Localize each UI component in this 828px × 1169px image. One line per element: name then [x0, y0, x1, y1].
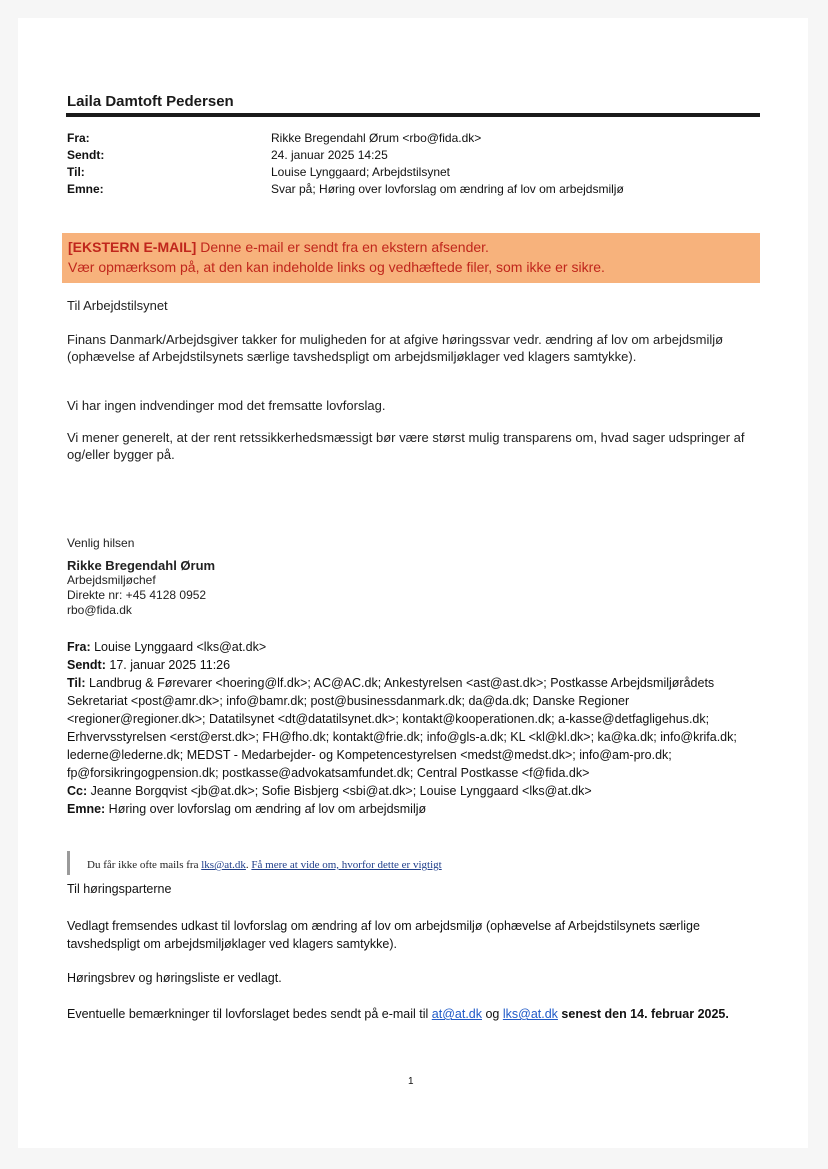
signature-block — [67, 558, 215, 618]
signature-title: Arbejdsmiljøchef — [67, 573, 156, 587]
original-paragraph-1: Vedlagt fremsendes udkast til lovforslag om ændring af lov om arbejdsmiljø (ophævelse af Arbejdstilsynets særlige tavshedspligt om arbejdsmiljøklager ved klagers samtykke). — [67, 919, 700, 951]
sent-label: Sendt: — [67, 148, 105, 162]
from-label: Fra: — [67, 131, 90, 145]
reply-greeting: Til Arbejdstilsynet — [67, 298, 168, 313]
notice-separator: . — [245, 859, 252, 871]
fwd-to-label: Til: — [67, 676, 86, 690]
signature-email: rbo@fida.dk — [67, 603, 132, 617]
page-number: 1 — [408, 1076, 414, 1087]
mailbox-owner-name: Laila Damtoft Pedersen — [67, 93, 234, 110]
header-divider — [66, 113, 760, 117]
signature-name: Rikke Bregendahl Ørum — [67, 558, 216, 573]
fwd-sent-label: Sendt: — [67, 658, 106, 672]
deadline-text: senest den 14. februar 2025. — [557, 1007, 729, 1021]
sender-notice — [67, 851, 467, 875]
to-value: Louise Lynggaard; Arbejdstilsynet — [271, 165, 451, 179]
fwd-cc-row — [67, 782, 757, 800]
fwd-sent-value: 17. januar 2025 11:26 — [105, 658, 231, 672]
fwd-sent-row — [67, 656, 757, 674]
reply-paragraph-1: Finans Danmark/Arbejdsgiver takker for muligheden for at afgive høringssvar vedr. ændring af lov om arbejdsmiljø (ophævelse af Arbejdstilsynets særlige tavshedspligt om arbejdsmiljøklager ved klagers samtykke). — [67, 332, 724, 364]
notice-bar — [67, 851, 70, 875]
notice-learn-more-link[interactable]: Få mere at vide om, hvorfor dette er vigtigt — [251, 859, 442, 871]
fwd-cc-value: Jeanne Borgqvist <jb@at.dk>; Sofie Bisbjerg <sbi@at.dk>; Louise Lynggaard <lks@at.dk> — [87, 784, 592, 798]
notice-sender-link[interactable]: lks@at.dk — [201, 859, 246, 871]
fwd-from-label: Fra: — [67, 640, 91, 654]
sent-value: 24. januar 2025 14:25 — [271, 148, 388, 162]
fwd-to-value: Landbrug & Førevarer <hoering@lf.dk>; AC@AC.dk; Ankestyrelsen <ast@ast.dk>; Postkasse Arbejdsmiljørådets Sekretariat <post@amr.dk>; info@bamr.dk; post@businessdanmark.dk; da@da.dk; Danske Regioner <regioner@regioner.dk>; Datatilsynet <dt@datatilsynet.dk>; kontakt@kooperationen.dk; a-kasse@detfagligehus.dk; Erhvervsstyrelsen <erst@erst.dk>; FH@fho.dk; kontakt@frie.dk; info@gls-a.dk; KL <kl@kl.dk>; ka@ka.dk; info@krifa.dk; lederne@lederne.dk; MEDST - Medarbejder- og Kompetencestyrelsen <medst@medst.dk>; info@am-pro.dk; fp@forsikringogpension.dk; postkasse@advokatsamfundet.dk; Central Postkasse <f@fida.dk> — [67, 676, 737, 780]
notice-message: Du får ikke ofte mails fra — [87, 859, 202, 871]
external-tag: [EKSTERN E-MAIL] — [68, 239, 197, 255]
forwarded-header — [67, 638, 757, 818]
reply-paragraph-3: Vi mener generelt, at der rent retssikkerhedsmæssigt bør være størst mulig transparens om, hvad sager udspringer af og/eller bygger på. — [67, 430, 745, 462]
fwd-subject-value: Høring over lovforslag om ændring af lov om arbejdsmiljø — [105, 802, 427, 816]
subject-label: Emne: — [67, 182, 104, 196]
original-greeting: Til høringsparterne — [67, 882, 172, 896]
banner-line-1: Denne e-mail er sendt fra en ekstern afsender. — [196, 239, 489, 255]
to-label: Til: — [67, 165, 85, 179]
subject-value: Svar på; Høring over lovforslag om ændring af lov om arbejdsmiljø — [271, 182, 624, 196]
reply-paragraph-2: Vi har ingen indvendinger mod det fremsatte lovforslag. — [67, 398, 386, 413]
signature-closing: Venlig hilsen — [67, 536, 135, 550]
fwd-from-value: Louise Lynggaard <lks@at.dk> — [90, 640, 267, 654]
fwd-cc-label: Cc: — [67, 784, 88, 798]
fwd-subject-label: Emne: — [67, 802, 106, 816]
external-email-banner — [62, 233, 760, 283]
banner-line-2: Vær opmærksom på, at den kan indeholde links og vedhæftede filer, som ikke er sikre. — [68, 259, 605, 275]
original-paragraph-3 — [67, 1005, 757, 1023]
from-value: Rikke Bregendahl Ørum <rbo@fida.dk> — [271, 131, 482, 145]
notice-text — [87, 859, 442, 871]
p3-and: og — [482, 1007, 503, 1021]
p3-text: Eventuelle bemærkninger til lovforslaget bedes sendt på e-mail til — [67, 1007, 432, 1021]
fwd-from-row — [67, 638, 757, 656]
original-paragraph-2: Høringsbrev og høringsliste er vedlagt. — [67, 971, 282, 985]
signature-phone: Direkte nr: +45 4128 0952 — [67, 588, 207, 602]
email-link-at[interactable]: at@at.dk — [431, 1007, 482, 1021]
fwd-to-row — [67, 674, 757, 782]
fwd-subject-row — [67, 800, 757, 818]
email-link-lks[interactable]: lks@at.dk — [502, 1007, 558, 1021]
